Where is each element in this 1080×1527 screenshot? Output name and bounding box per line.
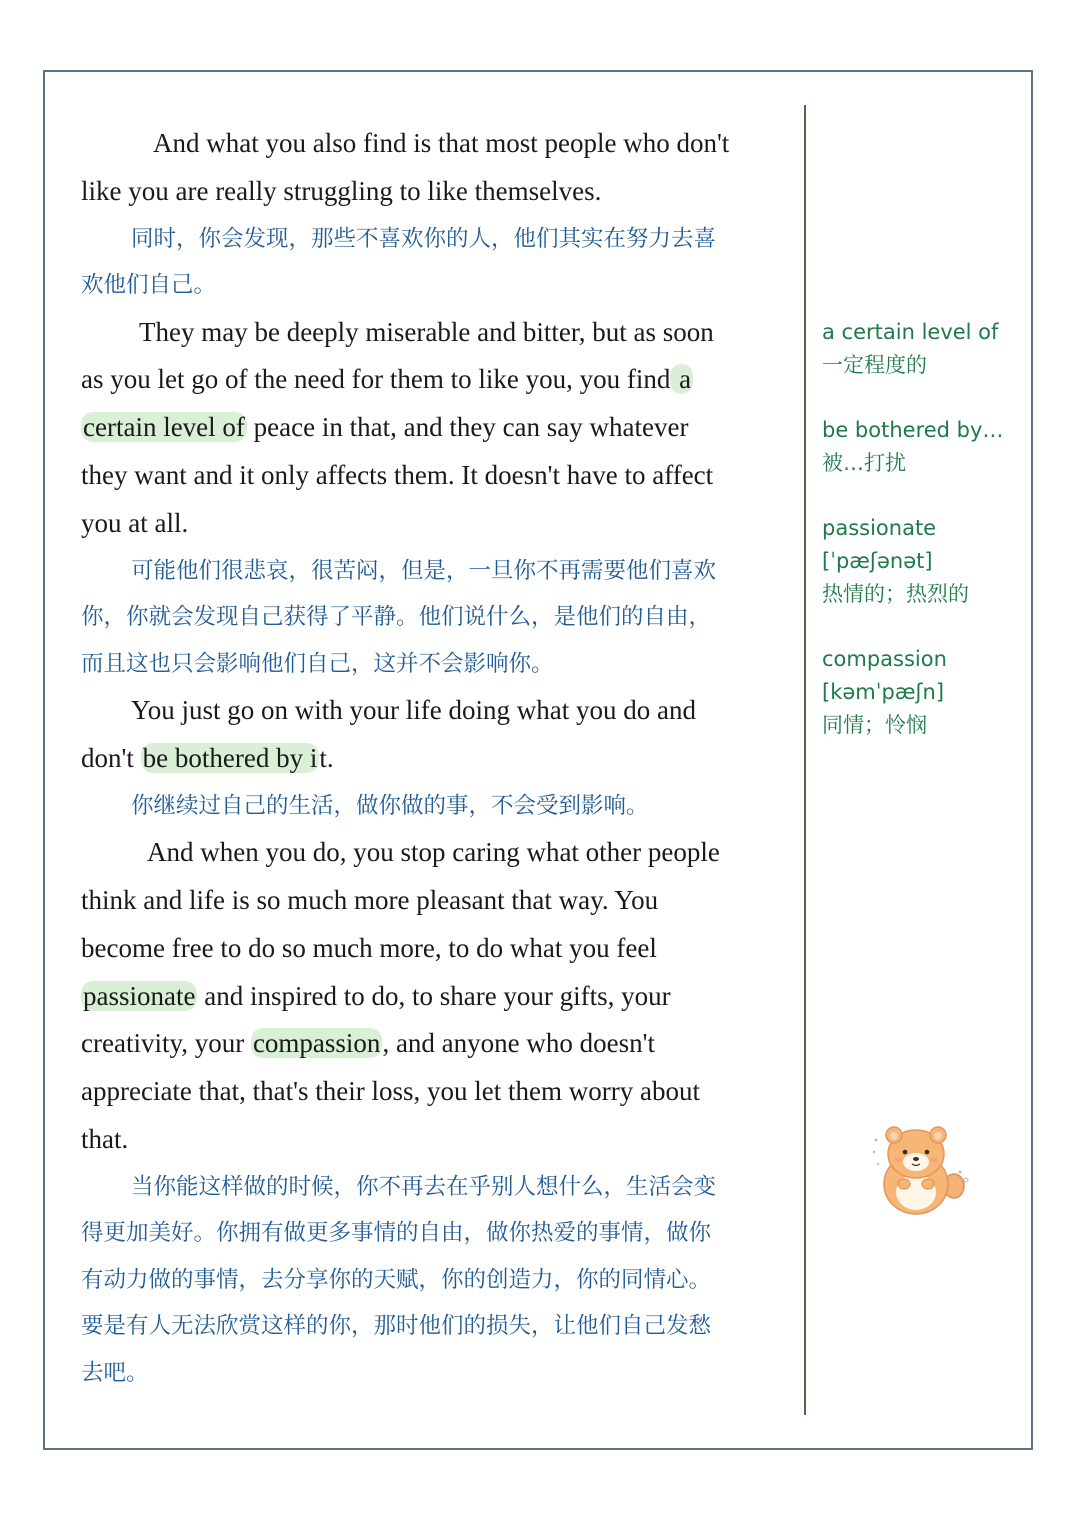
text-line: they want and it only affects them. It doesn't have to affect: [81, 459, 714, 490]
text-line: 得更加美好。你拥有做更多事情的自由，做你热爱的事情，做你: [81, 1220, 712, 1247]
vocab-term: be bothered by…: [822, 418, 1004, 442]
text-line: [81, 735, 791, 783]
bear-mascot-icon: [868, 1122, 972, 1222]
text-segment: t.: [319, 742, 334, 773]
vocab-meaning: 被…打扰: [822, 451, 906, 475]
text-line: that.: [81, 1123, 129, 1154]
text-line: 要是有人无法欣赏这样的你，那时他们的损失，让他们自己发愁: [81, 1313, 712, 1340]
text-line: 可能他们很悲哀，很苦闷，但是，一旦你不再需要他们喜欢: [131, 557, 717, 584]
text-line: 去吧。: [81, 1359, 149, 1386]
text-line: 同时，你会发现，那些不喜欢你的人，他们其实在努力去喜: [131, 225, 717, 252]
paragraph-4-english: [81, 829, 791, 1164]
vocab-meaning: 同情；怜悯: [822, 713, 927, 737]
text-line: become free to do so much more, to do what you feel: [81, 932, 657, 963]
text-line: 欢他们自己。: [81, 272, 217, 299]
vocab-meaning: 一定程度的: [822, 353, 927, 377]
vocab-term: passionate: [822, 516, 937, 540]
vocab-entry-be-bothered-by: [822, 414, 1022, 480]
text-line: [81, 973, 791, 1021]
text-line: [81, 404, 791, 452]
text-line: appreciate that, that's their loss, you let them worry about: [81, 1076, 700, 1107]
paragraph-3-english: [81, 687, 791, 783]
text-segment: creativity, your: [81, 1028, 251, 1059]
text-line: you at all.: [81, 507, 189, 538]
vocab-phonetic: [kəmˈpæʃn]: [822, 680, 945, 704]
paragraph-2-english: [81, 309, 791, 548]
text-line: They may be deeply miserable and bitter, but as soon: [139, 316, 714, 347]
text-segment: , and anyone who doesn't: [382, 1028, 655, 1059]
text-line: like you are really struggling to like themselves.: [81, 175, 602, 206]
paragraph-4-chinese: [81, 1164, 791, 1397]
highlight-compassion: compassion: [252, 1028, 381, 1059]
text-line: [81, 356, 791, 404]
column-divider: [804, 105, 806, 1415]
text-line: And when you do, you stop caring what other people: [147, 837, 720, 868]
vocab-phonetic: [ˈpæʃənət]: [822, 549, 933, 573]
text-line: 当你能这样做的时候，你不再去在乎别人想什么，生活会变: [131, 1173, 717, 1200]
text-line: [81, 1020, 791, 1068]
text-segment: as you let go of the need for them to like you, you find: [81, 364, 671, 395]
text-line: think and life is so much more pleasant that way. You: [81, 884, 659, 915]
vocab-meaning: 热情的；热烈的: [822, 582, 969, 606]
vocabulary-column: [822, 316, 1022, 774]
text-segment: and inspired to do, to share your gifts, your: [197, 980, 671, 1011]
text-line: 而且这也只会影响他们自己，这并不会影响你。: [81, 650, 554, 677]
highlight-a-certain-level-of: certain level of: [83, 412, 245, 443]
vocab-term: compassion: [822, 647, 947, 671]
paragraph-3-chinese: [81, 783, 791, 830]
text-line: You just go on with your life doing what you do and: [131, 695, 696, 726]
paragraph-1-english: [81, 120, 791, 216]
vocab-term: a certain level of: [822, 320, 999, 344]
text-line: 你继续过自己的生活，做你做的事，不会受到影响。: [131, 792, 649, 819]
text-line: 有动力做的事情，去分享你的天赋，你的创造力，你的同情心。: [81, 1266, 712, 1293]
main-text-column: [81, 120, 791, 1396]
text-line: 你，你就会发现自己获得了平静。他们说什么，是他们的自由，: [81, 604, 712, 631]
paragraph-2-chinese: [81, 548, 791, 688]
highlight-passionate: passionate: [83, 980, 196, 1011]
vocab-entry-compassion: [822, 643, 1022, 742]
vocab-entry-passionate: [822, 512, 1022, 611]
highlight-be-bothered-by: be bothered by i: [142, 742, 318, 773]
text-line: And what you also find is that most people who don't: [153, 128, 730, 158]
paragraph-1-chinese: [81, 216, 791, 309]
text-segment: peace in that, and they can say whatever: [246, 412, 689, 443]
vocab-entry-a-certain-level-of: [822, 316, 1022, 382]
text-segment: don't: [81, 742, 141, 773]
highlight-a-certain-level-of: a: [672, 364, 692, 395]
